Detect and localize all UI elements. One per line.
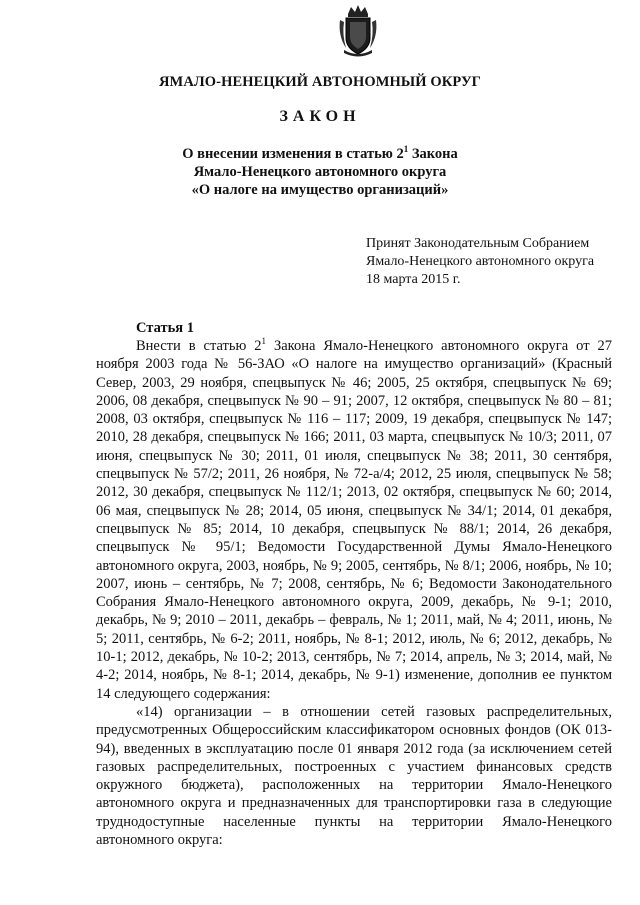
adoption-note bbox=[366, 235, 594, 289]
document-type: ЗАКОН bbox=[279, 108, 361, 125]
title-line-1-text: О внесении изменения в статью 2 bbox=[182, 146, 404, 162]
paragraph-1-start: Внести в статью 2 bbox=[136, 338, 262, 354]
article-body bbox=[96, 337, 612, 849]
law-title bbox=[0, 145, 640, 199]
article-paragraph-2: «14) организации – в отношении сетей газовых распределительных, предусмотренных Общероссийским классификатором основных фондов (ОК 013-94), введенных в эксплуатацию после 01 января 2012 года (за исключением сетей газовых распределительных, построенных с участием финансовых средств окружного бюджета), расположенных на территории Ямало-Ненецкого автономного округа и предназначенных для транспортировки газа в следующие труднодоступные населенные пункты на территории Ямало-Ненецкого автономного округа: bbox=[96, 703, 612, 849]
paragraph-1-superscript: 1 bbox=[261, 336, 266, 347]
paragraph-1-rest: Закона Ямало-Ненецкого автономного округа от 27 ноября 2003 года № 56-ЗАО «О налоге на имущество организаций» (Красный Север, 2003, 29 ноября, спецвыпуск № 46; 2005, 25 октября, спецвыпуск № 69; 2006, 08 декабря, спецвыпуск № 90 – 91; 2007, 12 октября, спецвыпуск № 80 – 81; 2008, 03 октября, спецвыпуск № 116 – 117; 2009, 19 декабря, спецвыпуск № 147; 2010, 28 декабря, спецвыпуск № 166; 2011, 03 марта, спецвыпуск № 10/3; 2011, 07 июня, спецвыпуск № 30; 2011, 01 июля, спецвыпуск № 38; 2011, 30 сентября, спецвыпуск № 57/2; 2011, 26 ноября, № 72-а/4; 2012, 25 июля, спецвыпуск № 58; 2012, 30 декабря, спецвыпуск № 112/1; 2013, 02 октября, спецвыпуск № 60; 2014, 06 мая, спецвыпуск № 28; 2014, 05 июня, спецвыпуск № 34/1; 2014, 01 декабря, спецвыпуск № 85; 2014, 10 декабря, спецвыпуск № 88/1; 2014, 26 декабря, спецвыпуск № 95/1; Ведомости Государственной Думы Ямало-Ненецкого автономного округа, 2003, ноябрь, № 9; 2005, сентябрь, № 8/1; 2006, ноябрь, № 10; 2007, июнь – сентябрь, № 7; 2008, сентябрь, № 6; Ведомости Законодательного Собрания Ямало-Ненецкого автономного округа, 2009, декабрь, № 9-1; 2010, декабрь, № 9; 2010 – 2011, декабрь – февраль, № 1; 2011, май, № 4; 2011, июнь, № 5; 2011, сентябрь, № 6-2; 2011, ноябрь, № 8-1; 2012, июль, № 6; 2012, декабрь, № 10-1; 2012, декабрь, № 10-2; 2013, сентябрь, № 7; 2014, апрель, № 3; 2014, май, № 4-2; 2014, ноябрь, № 8-1; 2014, декабрь, № 9-1) изменение, дополнив ее пунктом 14 следующего содержания: bbox=[96, 338, 612, 702]
title-line-3: «О налоге на имущество организаций» bbox=[191, 182, 449, 198]
title-line-1 bbox=[0, 145, 640, 163]
article-paragraph-1 bbox=[96, 337, 612, 703]
adoption-line-2: Ямало-Ненецкого автономного округа bbox=[366, 254, 595, 269]
article-heading: Статья 1 bbox=[136, 320, 194, 336]
title-superscript: 1 bbox=[403, 144, 409, 155]
title-line-2: Ямало-Ненецкого автономного округа bbox=[193, 164, 447, 180]
region-name: ЯМАЛО-НЕНЕЦКИЙ АВТОНОМНЫЙ ОКРУГ bbox=[158, 74, 482, 90]
adoption-line-1: Принят Законодательным Собранием bbox=[366, 236, 590, 251]
title-line-1-end: Закона bbox=[408, 146, 458, 162]
adoption-date: 18 марта 2015 г. bbox=[366, 272, 461, 287]
coat-of-arms-icon bbox=[338, 4, 378, 58]
